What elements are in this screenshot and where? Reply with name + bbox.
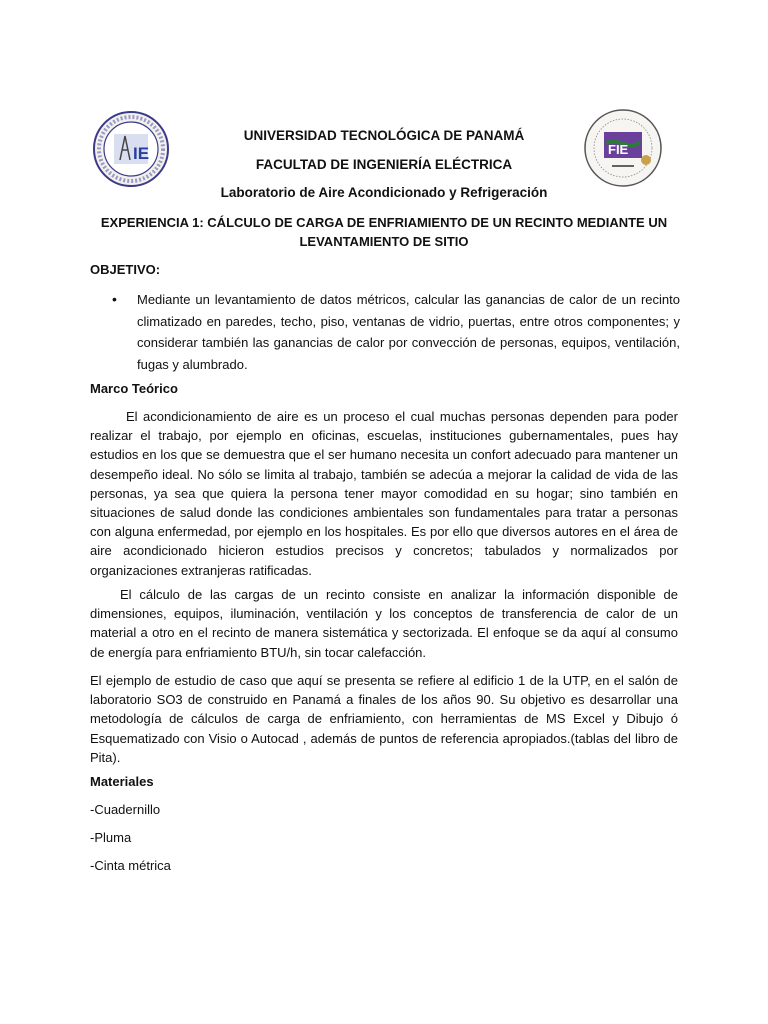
marco-paragraph-1: El acondicionamiento de aire es un proceso el cual muchas personas dependen para poder realizar el trabajo, por ejemplo en oficinas, escuelas, instituciones gubernamentales, pues hay estudios en los que se demuestra que el ser humano necesita un confort adecuado para mantener un desempeño ideal. No sólo se limita al trabajo, también se adecúa a mejorar la calidad de vida de las personas, ya sea que quiera la persona tener mayor comodidad en su hogar; sino también en situaciones de salud donde las condiciones ambientales son fundamentales para tratar a personas con alguna enfermedad, por ejemplo en los hospitales. Es por ello que diversos autores en el área de aire acondicionado hicieron estudios precisos y concretos; tabulados y normalizados por organizaciones extranjeras ratificadas. (90, 409, 678, 578)
materials-item: -Cinta métrica (90, 858, 171, 873)
materials-item: -Pluma (90, 830, 132, 845)
svg-text:FIE: FIE (608, 142, 629, 157)
marco-paragraph-3: El ejemplo de estudio de caso que aquí se presenta se refiere al edificio 1 de la UTP, en el salón de laboratorio SO3 de construido en Panamá a finales de los años 90. Su objetivo es desarrollar una metodología de cálculos de carga de enfriamiento, con herramientas de MS Excel y Dibujo ó Esquematizado con Visio o Autocad , además de puntos de referencia apropiados.(tablas del libro de Pita). (90, 673, 678, 765)
objective-heading: OBJETIVO: (90, 262, 161, 277)
university-title: UNIVERSIDAD TECNOLÓGICA DE PANAMÁ (243, 128, 525, 143)
fie-seal-logo (582, 108, 664, 188)
experience-title-line2: LEVANTAMIENTO DE SITIO (299, 234, 469, 249)
materials-item: -Cuadernillo (90, 802, 161, 817)
materials-heading: Materiales (90, 774, 154, 789)
objective-list (110, 289, 680, 375)
laboratory-title: Laboratorio de Aire Acondicionado y Refrigeración (220, 185, 548, 200)
marco-teorico-heading: Marco Teórico (90, 381, 178, 396)
objective-bullet-item: • Mediante un levantamiento de datos métricos, calcular las ganancias de calor de un recinto climatizado en paredes, techo, piso, ventanas de vidrio, puertas, entre otros componentes; y considerar también las ganancias de calor por convección de personas, equipos, ventilación, fugas y alumbrado. (110, 289, 680, 375)
marco-paragraph-2: El cálculo de las cargas de un recinto consiste en analizar la información disponible de dimensiones, equipos, iluminación, ventilación y los conceptos de transferencia de calor de un material a otro en el recinto de manera sistemática y sectorizada. El enfoque se da aquí al consumo de energía para enfriamiento BTU/h, sin tocar calefacción. (90, 587, 678, 660)
experience-title (90, 213, 678, 251)
utp-ie-seal-logo (92, 110, 170, 188)
faculty-title: FACULTAD DE INGENIERÍA ELÉCTRICA (255, 157, 513, 172)
svg-text:IE: IE (133, 144, 150, 163)
experience-title-line1: EXPERIENCIA 1: CÁLCULO DE CARGA DE ENFRIAMIENTO DE UN RECINTO MEDIANTE UN (100, 215, 668, 230)
